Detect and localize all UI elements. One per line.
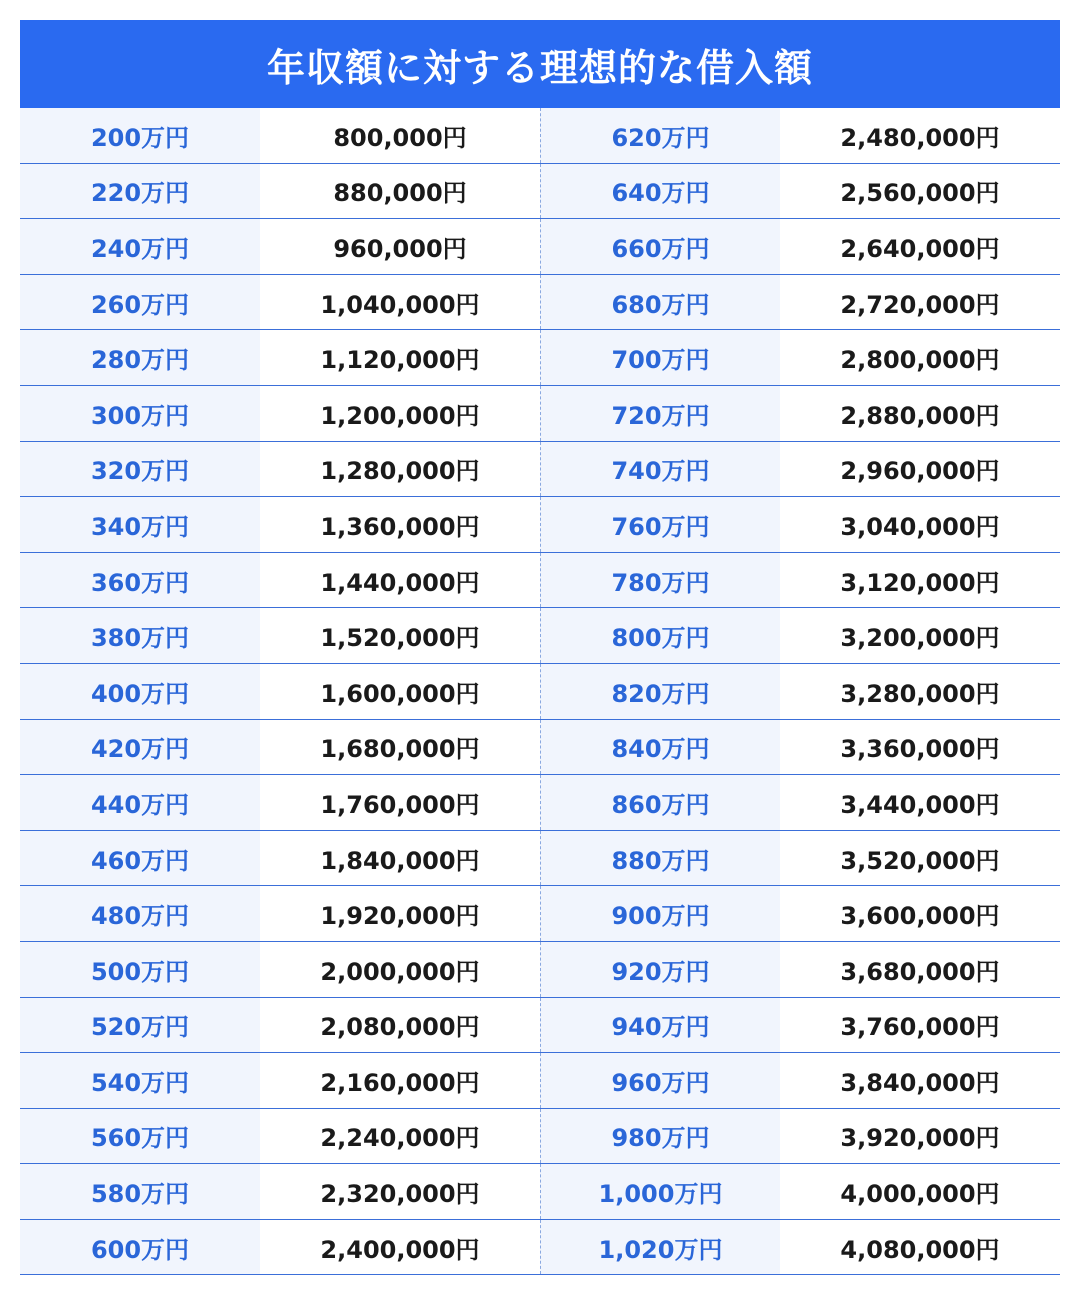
table-row xyxy=(20,553,1060,609)
table-body xyxy=(20,108,1060,1275)
left-amount-cell: 1,360,000円 xyxy=(260,497,540,552)
left-income-cell: 540万円 xyxy=(20,1053,260,1108)
table-row xyxy=(20,219,1060,275)
left-amount-cell: 2,000,000円 xyxy=(260,942,540,997)
right-income-cell: 940万円 xyxy=(540,998,780,1053)
table-row xyxy=(20,386,1060,442)
table-row xyxy=(20,1053,1060,1109)
table-row xyxy=(20,108,1060,164)
right-income-cell: 780万円 xyxy=(540,553,780,608)
right-amount-cell: 3,120,000円 xyxy=(780,553,1060,608)
right-amount-cell: 2,880,000円 xyxy=(780,386,1060,441)
table-row xyxy=(20,1164,1060,1220)
table-title: 年収額に対する理想的な借入額 xyxy=(20,20,1060,108)
left-income-cell: 600万円 xyxy=(20,1220,260,1275)
left-amount-cell: 2,400,000円 xyxy=(260,1220,540,1275)
right-income-cell: 740万円 xyxy=(540,442,780,497)
left-amount-cell: 880,000円 xyxy=(260,164,540,219)
table-row xyxy=(20,330,1060,386)
right-amount-cell: 2,640,000円 xyxy=(780,219,1060,274)
table-row xyxy=(20,998,1060,1054)
left-amount-cell: 800,000円 xyxy=(260,108,540,163)
left-amount-cell: 1,440,000円 xyxy=(260,553,540,608)
right-income-cell: 800万円 xyxy=(540,608,780,663)
right-amount-cell: 3,200,000円 xyxy=(780,608,1060,663)
left-income-cell: 560万円 xyxy=(20,1109,260,1164)
left-income-cell: 500万円 xyxy=(20,942,260,997)
right-income-cell: 880万円 xyxy=(540,831,780,886)
right-amount-cell: 3,440,000円 xyxy=(780,775,1060,830)
table-row xyxy=(20,497,1060,553)
right-income-cell: 860万円 xyxy=(540,775,780,830)
right-amount-cell: 3,600,000円 xyxy=(780,886,1060,941)
left-amount-cell: 1,280,000円 xyxy=(260,442,540,497)
right-income-cell: 660万円 xyxy=(540,219,780,274)
table-row xyxy=(20,275,1060,331)
right-income-cell: 960万円 xyxy=(540,1053,780,1108)
left-amount-cell: 1,600,000円 xyxy=(260,664,540,719)
table-row xyxy=(20,1220,1060,1276)
left-amount-cell: 1,840,000円 xyxy=(260,831,540,886)
table-row xyxy=(20,942,1060,998)
left-income-cell: 580万円 xyxy=(20,1164,260,1219)
left-income-cell: 240万円 xyxy=(20,219,260,274)
table-row xyxy=(20,664,1060,720)
left-amount-cell: 1,520,000円 xyxy=(260,608,540,663)
table-row xyxy=(20,720,1060,776)
left-income-cell: 340万円 xyxy=(20,497,260,552)
right-income-cell: 900万円 xyxy=(540,886,780,941)
table-row xyxy=(20,1109,1060,1165)
left-amount-cell: 2,240,000円 xyxy=(260,1109,540,1164)
left-income-cell: 380万円 xyxy=(20,608,260,663)
right-income-cell: 760万円 xyxy=(540,497,780,552)
right-amount-cell: 3,680,000円 xyxy=(780,942,1060,997)
left-income-cell: 320万円 xyxy=(20,442,260,497)
left-amount-cell: 960,000円 xyxy=(260,219,540,274)
right-amount-cell: 3,920,000円 xyxy=(780,1109,1060,1164)
left-income-cell: 260万円 xyxy=(20,275,260,330)
left-income-cell: 400万円 xyxy=(20,664,260,719)
left-income-cell: 520万円 xyxy=(20,998,260,1053)
right-amount-cell: 2,800,000円 xyxy=(780,330,1060,385)
left-income-cell: 280万円 xyxy=(20,330,260,385)
right-income-cell: 700万円 xyxy=(540,330,780,385)
left-amount-cell: 1,120,000円 xyxy=(260,330,540,385)
left-income-cell: 480万円 xyxy=(20,886,260,941)
right-income-cell: 840万円 xyxy=(540,720,780,775)
right-amount-cell: 2,560,000円 xyxy=(780,164,1060,219)
right-amount-cell: 3,280,000円 xyxy=(780,664,1060,719)
right-income-cell: 620万円 xyxy=(540,108,780,163)
right-income-cell: 1,020万円 xyxy=(540,1220,780,1275)
right-amount-cell: 4,000,000円 xyxy=(780,1164,1060,1219)
left-income-cell: 420万円 xyxy=(20,720,260,775)
right-amount-cell: 3,760,000円 xyxy=(780,998,1060,1053)
right-amount-cell: 3,520,000円 xyxy=(780,831,1060,886)
table-row xyxy=(20,442,1060,498)
left-amount-cell: 1,040,000円 xyxy=(260,275,540,330)
left-amount-cell: 1,920,000円 xyxy=(260,886,540,941)
table-row xyxy=(20,775,1060,831)
left-amount-cell: 2,080,000円 xyxy=(260,998,540,1053)
right-income-cell: 1,000万円 xyxy=(540,1164,780,1219)
right-amount-cell: 2,720,000円 xyxy=(780,275,1060,330)
table-row xyxy=(20,831,1060,887)
right-income-cell: 720万円 xyxy=(540,386,780,441)
right-income-cell: 920万円 xyxy=(540,942,780,997)
left-amount-cell: 2,320,000円 xyxy=(260,1164,540,1219)
right-income-cell: 680万円 xyxy=(540,275,780,330)
table-row xyxy=(20,608,1060,664)
right-amount-cell: 3,840,000円 xyxy=(780,1053,1060,1108)
table-row xyxy=(20,886,1060,942)
income-loan-table xyxy=(20,20,1060,1275)
left-amount-cell: 1,680,000円 xyxy=(260,720,540,775)
left-income-cell: 220万円 xyxy=(20,164,260,219)
left-income-cell: 440万円 xyxy=(20,775,260,830)
table-row xyxy=(20,164,1060,220)
left-amount-cell: 1,760,000円 xyxy=(260,775,540,830)
right-income-cell: 820万円 xyxy=(540,664,780,719)
left-income-cell: 200万円 xyxy=(20,108,260,163)
left-income-cell: 360万円 xyxy=(20,553,260,608)
right-amount-cell: 3,360,000円 xyxy=(780,720,1060,775)
left-income-cell: 300万円 xyxy=(20,386,260,441)
left-amount-cell: 1,200,000円 xyxy=(260,386,540,441)
right-amount-cell: 2,960,000円 xyxy=(780,442,1060,497)
left-amount-cell: 2,160,000円 xyxy=(260,1053,540,1108)
right-amount-cell: 4,080,000円 xyxy=(780,1220,1060,1275)
right-income-cell: 980万円 xyxy=(540,1109,780,1164)
left-income-cell: 460万円 xyxy=(20,831,260,886)
right-income-cell: 640万円 xyxy=(540,164,780,219)
right-amount-cell: 3,040,000円 xyxy=(780,497,1060,552)
right-amount-cell: 2,480,000円 xyxy=(780,108,1060,163)
